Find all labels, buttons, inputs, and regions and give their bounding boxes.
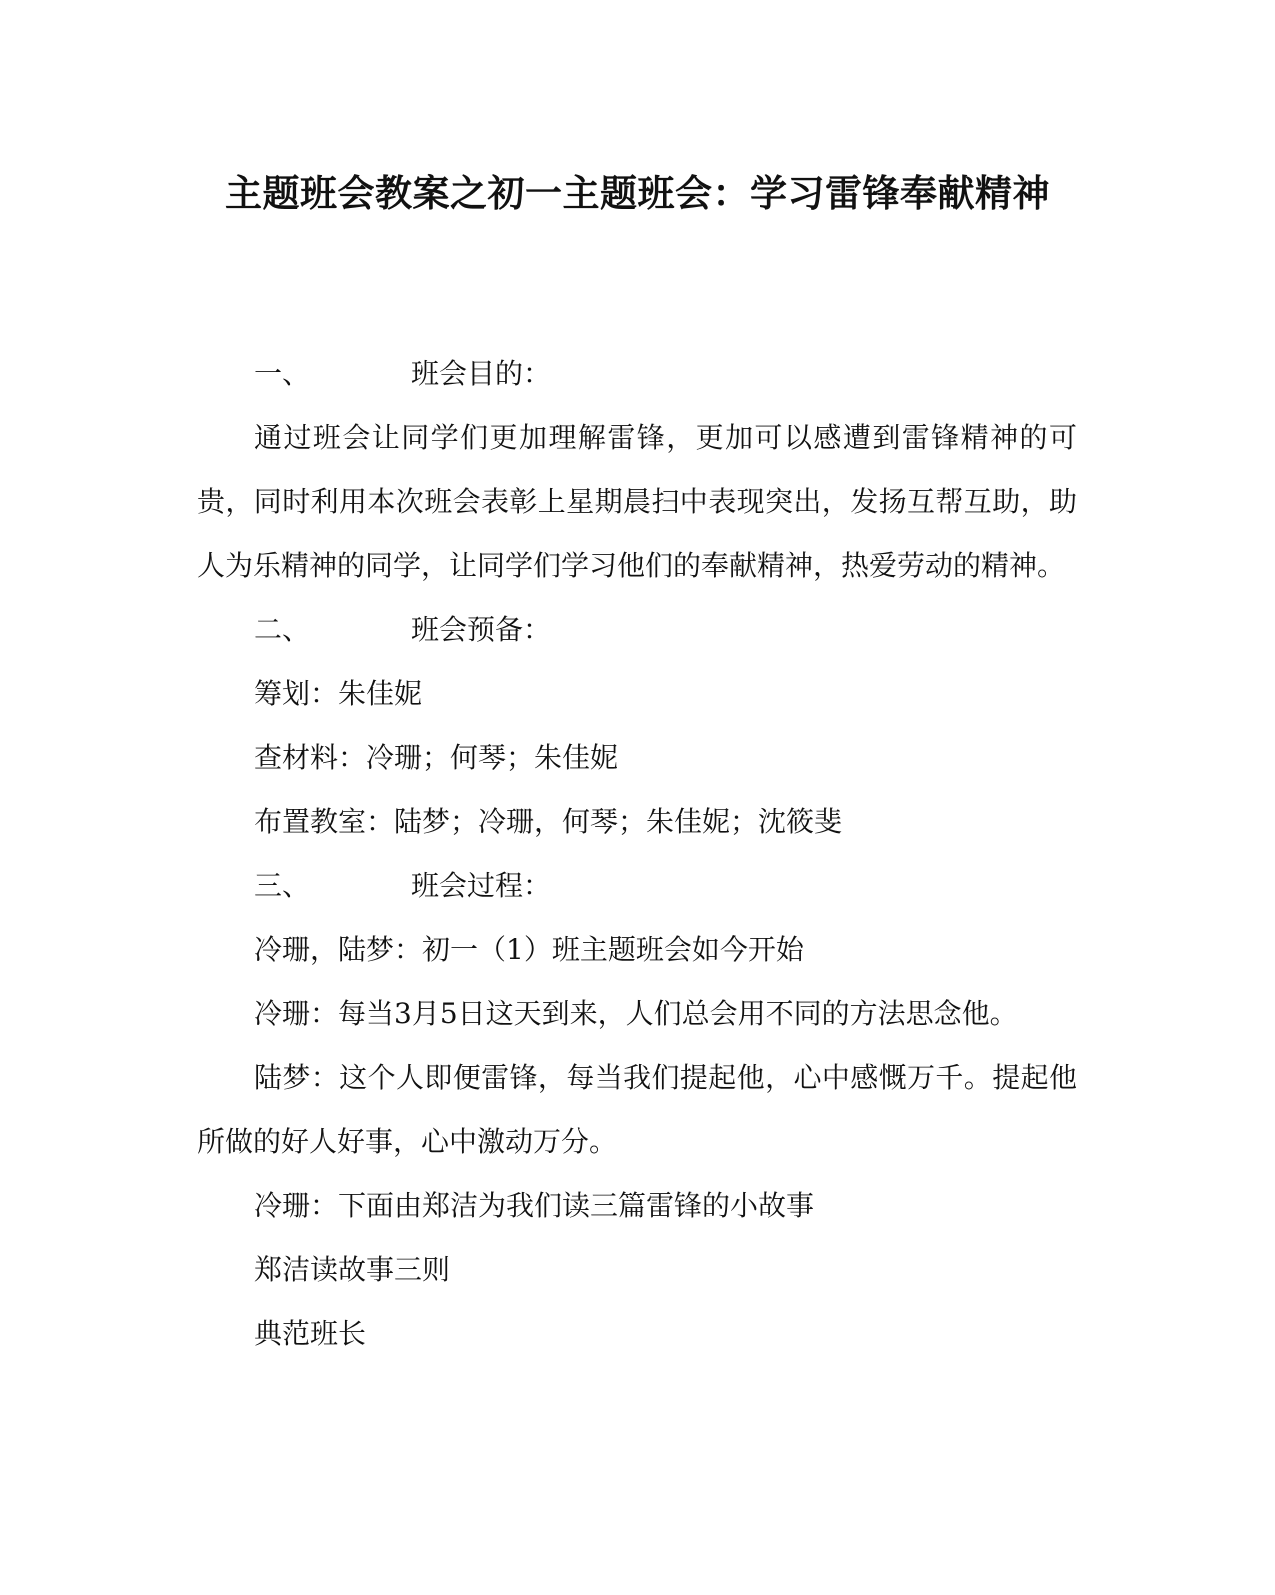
prep-line-materials: 查材料：冷珊；何琴；朱佳妮 [254,741,619,774]
section-heading-purpose [197,342,1077,406]
section-title: 班会预备： [411,613,552,646]
process-line-march5: 冷珊：每当3月5日这天到来，人们总会用不同的方法思念他。 [254,997,1018,1030]
page-title: 主题班会教案之初一主题班会：学习雷锋奉献精神 [225,172,1050,215]
prep-line-planning: 筹划：朱佳妮 [254,677,423,710]
process-paragraph-leifeng: 陆梦：这个人即便雷锋，每当我们提起他，心中感慨万千。提起他所做的好人好事，心中激动万分。 [197,1061,1077,1158]
section-number: 一、 [254,357,311,390]
process-line-opening: 冷珊，陆梦：初一（1）班主题班会如今开始 [254,933,804,966]
section-number: 二、 [254,613,311,646]
document-body [197,342,1077,1366]
section-title: 班会目的： [411,357,552,390]
section-heading-process [197,854,1077,918]
process-line-reading: 郑洁读故事三则 [254,1253,451,1286]
section-title: 班会过程： [411,869,552,902]
section-number: 三、 [254,869,311,902]
prep-line-classroom: 布置教室：陆梦；冷珊，何琴；朱佳妮；沈筱斐 [254,805,843,838]
purpose-paragraph: 通过班会让同学们更加理解雷锋，更加可以感遭到雷锋精神的可贵，同时利用本次班会表彰上星期晨扫中表现突出，发扬互帮互助，助人为乐精神的同学，让同学们学习他们的奉献精神，热爱劳动的精神。 [197,421,1077,582]
section-heading-prep [197,598,1077,662]
process-line-stories: 冷珊：下面由郑洁为我们读三篇雷锋的小故事 [254,1189,815,1222]
process-line-monitor: 典范班长 [254,1317,367,1350]
